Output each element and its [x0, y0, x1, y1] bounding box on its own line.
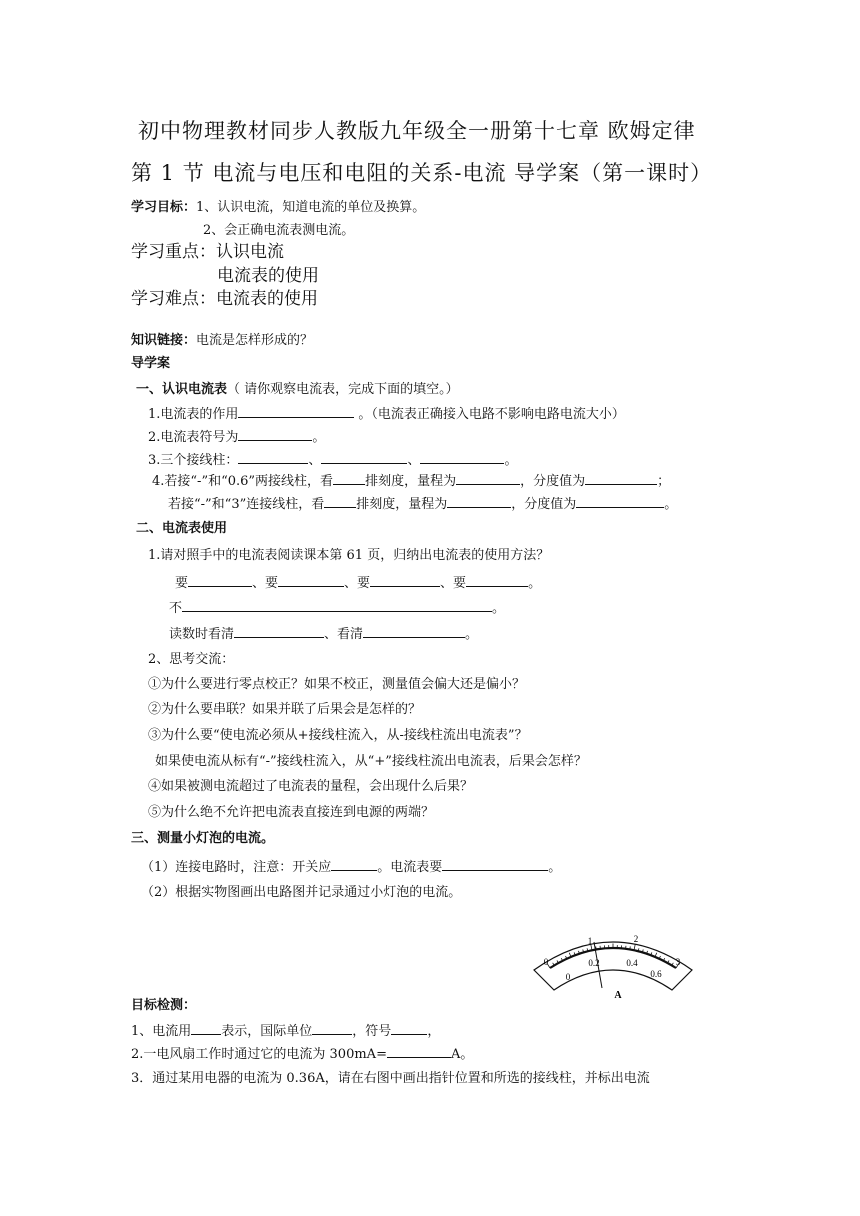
s2-bu-line [169, 597, 505, 619]
read-label-2: 、看清 [324, 627, 364, 642]
section-3-heading: 三、测量小灯泡的电流。 [131, 831, 275, 846]
inner-tick-1: 0.2 [588, 958, 600, 968]
s3-p1-ammeter: 。电流表要 [377, 860, 443, 875]
inner-tick-0: 0 [565, 972, 571, 982]
check-heading: 目标检测： [131, 998, 197, 1013]
check-q1-unit-label: 表示，国际单位 [221, 1024, 313, 1039]
dial-tick [630, 946, 631, 949]
yao-end: 。 [528, 576, 542, 591]
title-line-2: 第 1 节 电流与电压和电阻的关系-电流 导学案（第一课时） [131, 161, 713, 185]
s1-q2-text: 2.电流表符号为 [148, 430, 239, 445]
think-heading: 2、思考交流： [148, 652, 235, 667]
s1-q3-end: 。 [504, 453, 518, 468]
think-q3b: 如果使电流从标有“-”接线柱流入，从“+”接线柱流出电流表，后果会怎样？ [155, 754, 587, 769]
read-end: 。 [465, 627, 479, 642]
dial-tick [596, 946, 597, 949]
s2-yao-line [175, 572, 541, 594]
yao-2: 、要 [252, 576, 279, 591]
blank-division-06[interactable] [585, 470, 657, 485]
unit-label: A [614, 990, 622, 1000]
s3-p1-end: 。 [548, 860, 562, 875]
s1-q4-division-label: ，分度值为 [520, 474, 586, 489]
s1-q5-end: 。 [664, 497, 678, 512]
bu-label: 不 [169, 601, 183, 616]
read-label-1: 读数时看清 [169, 627, 235, 642]
blank-division-3[interactable] [576, 493, 664, 508]
blank-read-1[interactable] [234, 623, 324, 638]
blank-ma-to-a[interactable] [387, 1043, 451, 1058]
blank-yao-1[interactable] [188, 572, 252, 587]
yao-4: 、要 [440, 576, 467, 591]
link-text: 电流是怎样形成的？ [196, 333, 314, 348]
section-1-intro: （ 请你观察电流表，完成下面的填空。） [227, 382, 459, 397]
s1-q1-text: 1.电流表的作用 [148, 407, 239, 422]
difficulty-line [131, 289, 318, 309]
outer-tick-2: 2 [633, 934, 639, 944]
check-q1-text: 1、电流用 [131, 1024, 192, 1039]
blank-range-3[interactable] [447, 493, 511, 508]
blank-ammeter-connection[interactable] [442, 856, 548, 871]
s1-question-5 [168, 493, 677, 515]
s2-question-1: 1.请对照手中的电流表阅读课本第 61 页，归纳出电流表的使用方法？ [148, 548, 550, 563]
s1-q4-range-label: 排刻度，量程为 [365, 474, 457, 489]
s2-read-line [169, 623, 478, 645]
blank-si-unit[interactable] [312, 1020, 352, 1035]
inner-tick-2: 0.4 [626, 958, 638, 968]
s1-q4-end: ； [657, 474, 671, 489]
goals-label: 学习目标： [131, 200, 197, 215]
s1-q5-range-label: 排刻度，量程为 [356, 497, 448, 512]
separator: 、 [407, 453, 421, 468]
s3-part-2: （2）根据实物图画出电路图并记录通过小灯泡的电流。 [141, 885, 462, 900]
focus-point-1: 认识电流 [216, 242, 284, 262]
difficulty-text: 电流表的使用 [216, 289, 318, 309]
think-q2: ②为什么要串联？如果并联了后果会是怎样的？ [148, 702, 422, 717]
focus-point-2: 电流表的使用 [217, 266, 319, 286]
s1-question-1 [148, 403, 625, 425]
inner-tick-3: 0.6 [650, 969, 662, 979]
blank-ammeter-function[interactable] [238, 403, 354, 418]
goal-1: 1、认识电流，知道电流的单位及换算。 [196, 200, 426, 215]
think-q1: ①为什么要进行零点校正？如果不校正，测量值会偏大还是偏小？ [148, 677, 526, 692]
blank-terminal-2[interactable] [321, 449, 407, 464]
think-q3: ③为什么要“使电流必须从+接线柱流入，从-接线柱流出电流表”？ [148, 728, 528, 743]
ammeter-dial[interactable] [532, 928, 694, 1000]
separator: 、 [308, 453, 322, 468]
blank-yao-2[interactable] [278, 572, 344, 587]
s3-part-1 [141, 856, 561, 878]
blank-scale-row-3[interactable] [324, 493, 356, 508]
dial-ticks [547, 944, 679, 969]
blank-range-06[interactable] [456, 470, 520, 485]
section-1-heading-line [136, 380, 459, 400]
focus-label: 学习重点： [131, 242, 216, 262]
blank-yao-4[interactable] [466, 572, 528, 587]
blank-bu[interactable] [182, 597, 492, 612]
blank-ammeter-symbol[interactable] [238, 426, 312, 441]
s1-question-2 [148, 426, 325, 448]
section-1-heading: 一、认识电流表 [136, 382, 228, 397]
focus-line-1 [131, 242, 284, 262]
blank-scale-row-06[interactable] [333, 470, 365, 485]
s1-question-3 [148, 449, 517, 471]
blank-read-2[interactable] [363, 623, 465, 638]
think-q5: ⑤为什么绝不允许把电流表直接连到电源的两端？ [148, 805, 435, 820]
blank-unit-symbol[interactable] [391, 1020, 427, 1035]
check-q2 [131, 1043, 473, 1065]
s1-q4-text: 4.若接“-”和“0.6”两接线柱，看 [152, 474, 334, 489]
blank-yao-3[interactable] [370, 572, 440, 587]
s1-q5-division-label: ，分度值为 [511, 497, 577, 512]
check-q2-text: 2.一电风扇工作时通过它的电流为 300mA= [131, 1047, 387, 1062]
think-q4: ④如果被测电流超过了电流表的量程，会出现什么后果？ [148, 779, 474, 794]
s1-q3-text: 3.三个接线柱： [148, 453, 239, 468]
yao-1: 要 [175, 576, 189, 591]
guide-heading: 导学案 [131, 356, 171, 371]
difficulty-label: 学习难点： [131, 289, 216, 309]
check-q1 [131, 1020, 440, 1042]
blank-terminal-3[interactable] [420, 449, 504, 464]
check-q1-end: ， [427, 1024, 441, 1039]
blank-current-symbol[interactable] [191, 1020, 221, 1035]
outer-tick-3: 3 [675, 957, 681, 967]
section-2-heading: 二、电流表使用 [136, 521, 228, 536]
s1-q5-text: 若接“-”和“3”连接线柱，看 [168, 497, 325, 512]
goal-2: 2、会正确电流表测电流。 [203, 223, 355, 238]
outer-tick-0: 0 [543, 957, 549, 967]
s1-q2-end: 。 [312, 430, 326, 445]
check-q3: 3．通过某用电器的电流为 0.36A，请在右图中画出指针位置和所选的接线柱，并标出电流 [131, 1071, 650, 1086]
outer-tick-1: 1 [587, 936, 593, 946]
yao-3: 、要 [344, 576, 371, 591]
goals-line-1 [131, 198, 425, 218]
blank-switch-state[interactable] [331, 856, 377, 871]
check-q1-symbol-label: ，符号 [352, 1024, 392, 1039]
blank-terminal-1[interactable] [238, 449, 308, 464]
link-label: 知识链接： [131, 333, 197, 348]
s1-q1-note: 。（电流表正确接入电路不影响电路电流大小） [358, 407, 625, 422]
knowledge-link [131, 331, 313, 351]
s1-question-4 [152, 470, 670, 492]
check-q2-end: A。 [450, 1047, 474, 1062]
dial-frame [534, 942, 692, 990]
bu-end: 。 [492, 601, 506, 616]
s3-p1-text: （1）连接电路时，注意：开关应 [141, 860, 332, 875]
title-line-1: 初中物理教材同步人教版九年级全一册第十七章 欧姆定律 [138, 119, 696, 143]
